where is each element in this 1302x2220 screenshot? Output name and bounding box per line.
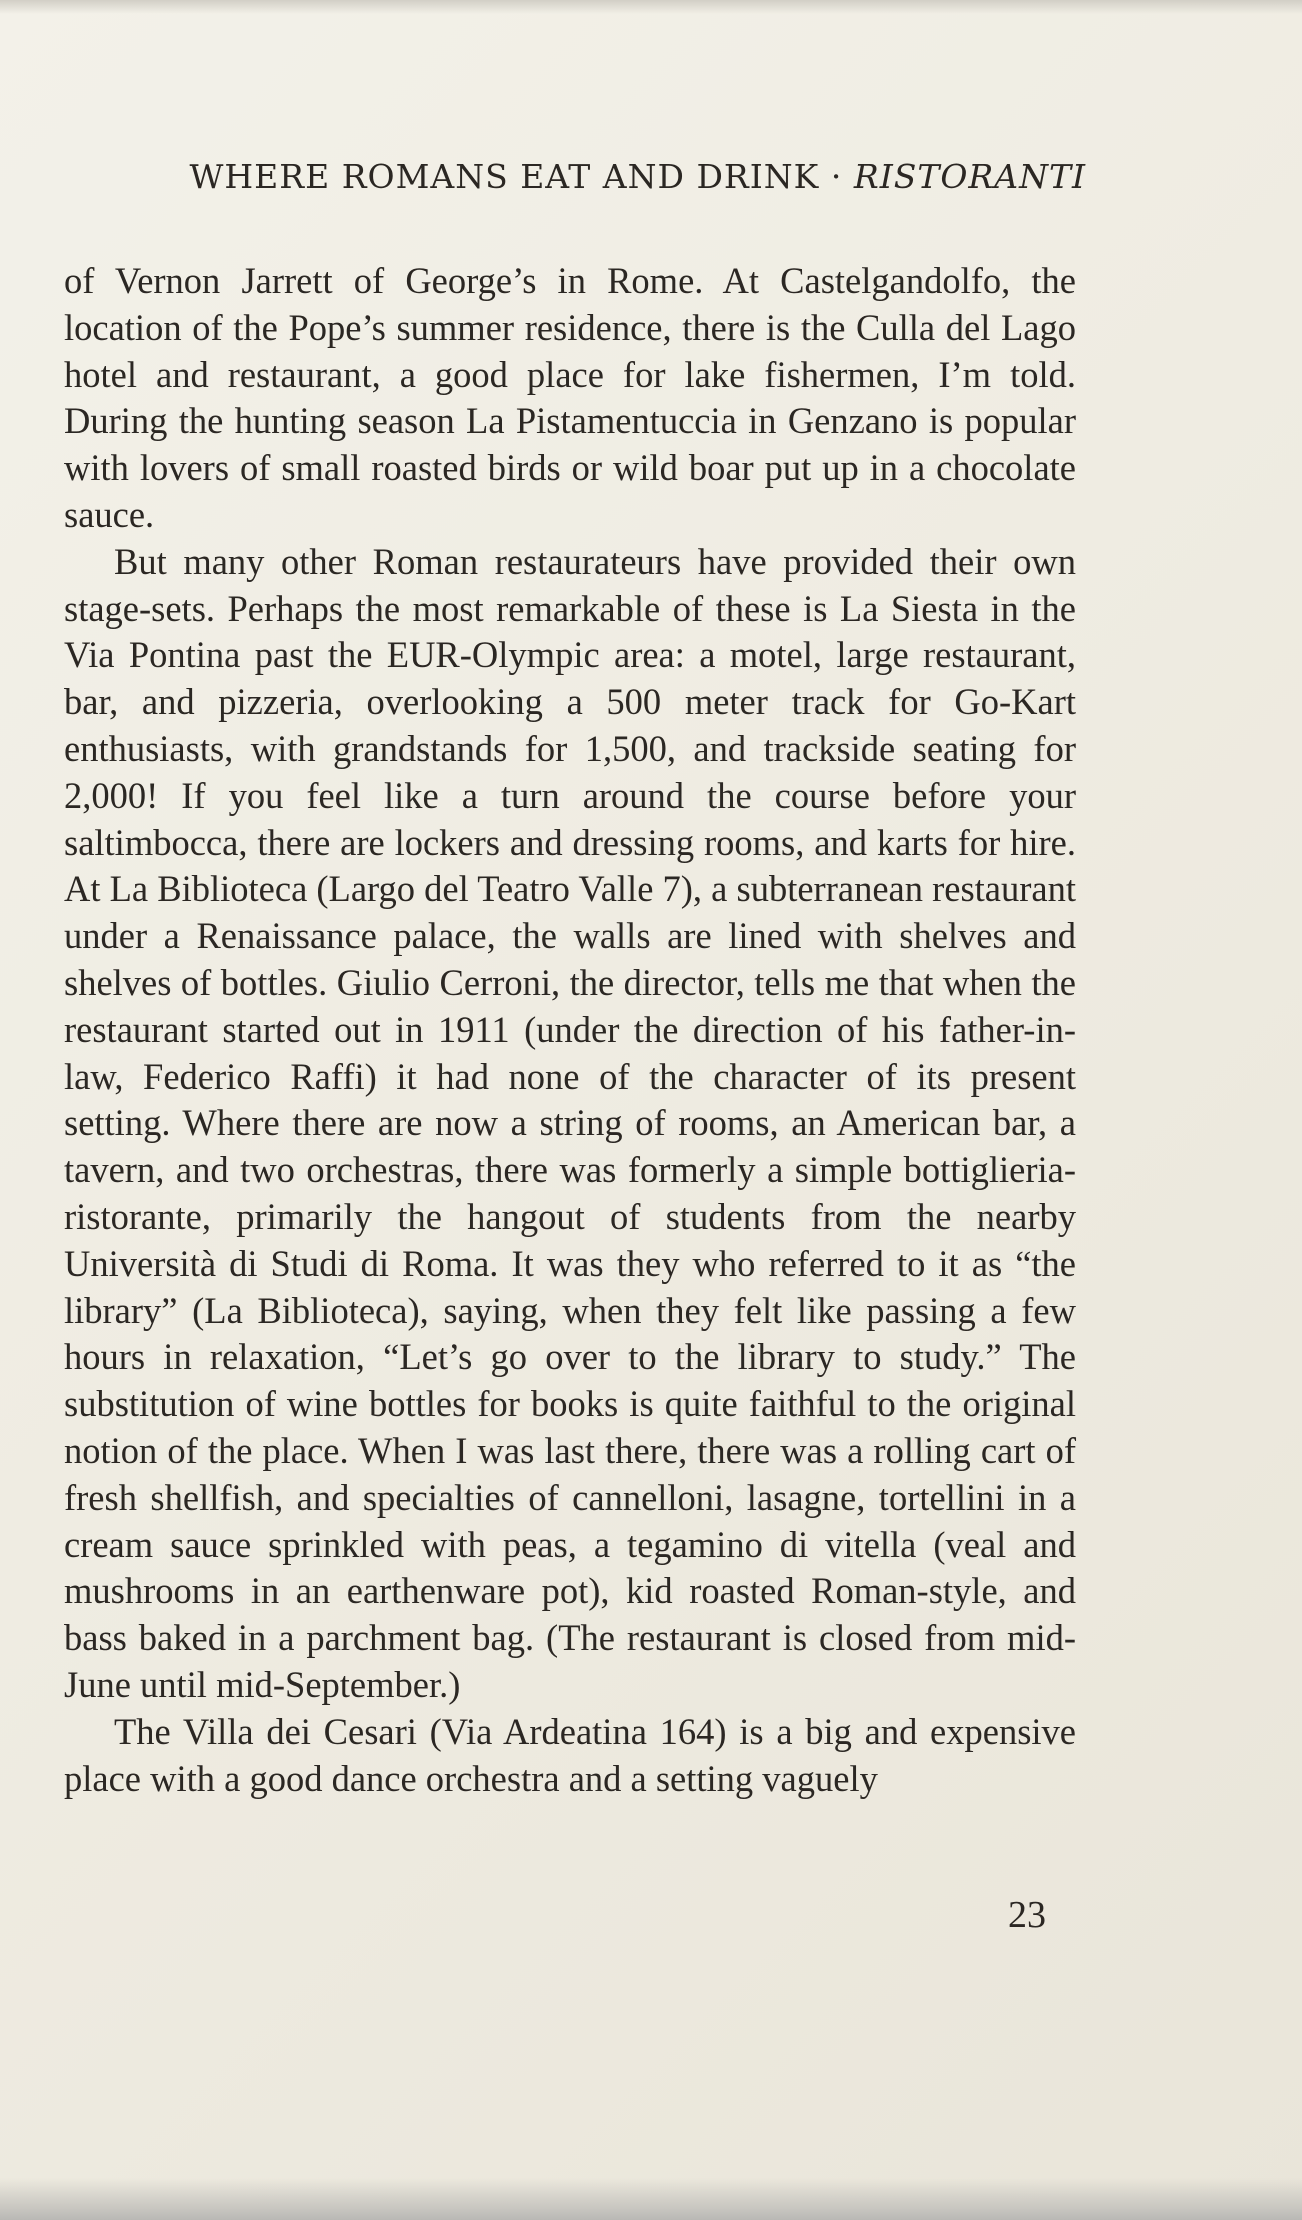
page-bottom-shadow — [0, 2178, 1302, 2220]
running-head — [92, 157, 1086, 196]
running-head-separator: · — [830, 157, 843, 196]
paragraph-villa-dei-cesari: The Villa dei Cesari (Via Ardeatina 164) is a big and expensive place with a good dance orchestra and a setting vaguely — [64, 1710, 1076, 1799]
page-top-shadow — [0, 0, 1302, 14]
paragraph-la-siesta-biblioteca: But many other Roman restaurateurs have provided their own stage-sets. Perhaps the most remarkable of these is La Siesta in the Via Pontina past the EUR-Olympic area: a motel, large restaurant, bar, and pizzeria, overlooking a 500 meter track for Go-Kart enthusiasts, with grandstands for 1,500, and trackside seating for 2,000! If you feel like a turn around the course before your saltimbocca, there are lockers and dressing rooms, and karts for hire. At La Biblioteca (Largo del Teatro Valle 7), a subterranean restaurant under a Renaissance palace, the walls are lined with shelves and shelves of bottles. Giulio Cerroni, the director, tells me that when the restaurant started out in 1911 (under the direction of his father-in-law, Federico Raffi) it had none of the character of its present setting. Where there are now a string of rooms, an American bar, a tavern, and two orchestras, there was formerly a simple bottiglieria-ristorante, primarily the hangout of students from the nearby Università di Studi di Roma. It was they who referred to it as “the library” (La Biblioteca), saying, when they felt like passing a few hours in relaxation, “Let’s go over to the library to study.” The substitution of wine bottles for books is quite faithful to the original notion of the place. When I was last there, there was a rolling cart of fresh shellfish, and specialties of cannelloni, lasagne, tortellini in a cream sauce sprinkled with peas, a tegamino di vitella (veal and mushrooms in an earthenware pot), kid roasted Roman-style, and bass baked in a parchment bag. (The restaurant is closed from mid-June until mid-September.) — [64, 540, 1076, 1705]
running-head-title: WHERE ROMANS EAT AND DRINK — [189, 157, 820, 196]
page-number: 23 — [1008, 1894, 1046, 1936]
paragraph-continued: of Vernon Jarrett of George’s in Rome. At Castelgandolfo, the location of the Pope’s summer residence, there is the Culla del Lago hotel and restaurant, a good place for lake fishermen, I’m told. During the hunting season La Pistamentuccia in Genzano is popular with lovers of small roasted birds or wild boar put up in a chocolate sauce. — [64, 260, 1076, 535]
body-text — [64, 258, 1076, 1802]
running-head-section: RISTORANTI — [853, 157, 1086, 196]
